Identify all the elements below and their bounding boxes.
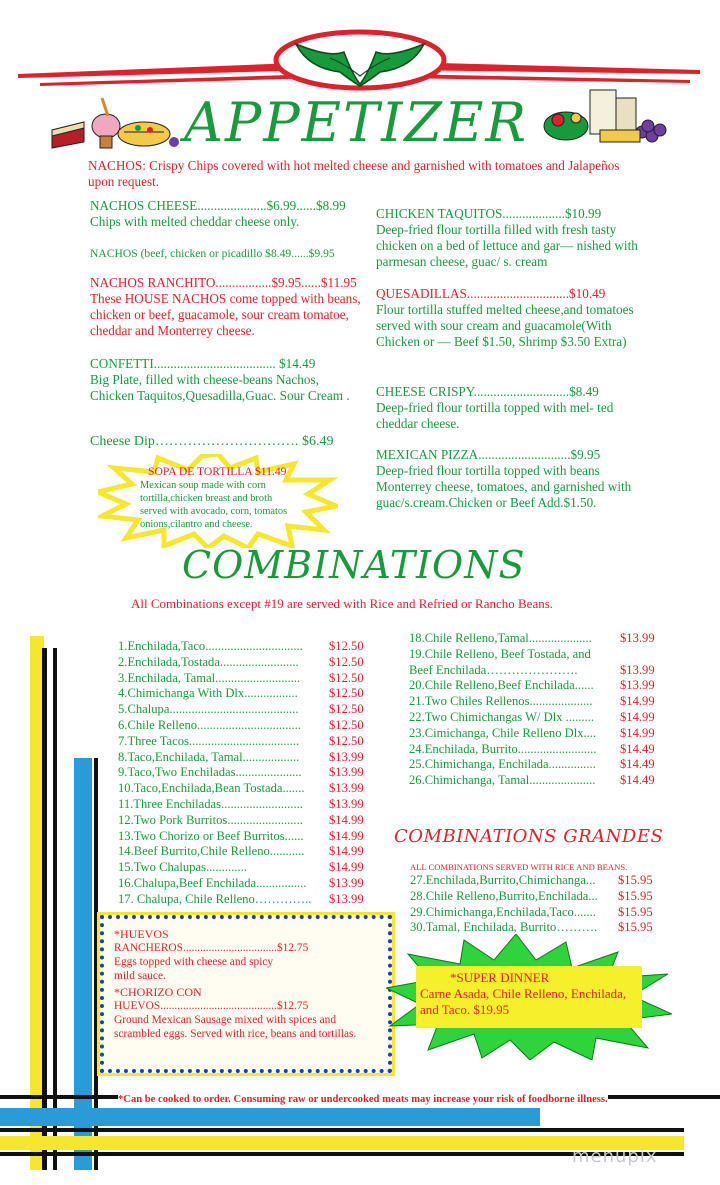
grandes-item: 27.Enchilada,Burrito,Chimichanga... $15.95	[410, 873, 653, 887]
nachos-meat-title: NACHOS (beef, chicken or picadillo $8.49......$9.95	[90, 247, 335, 260]
combo-item: 21.Two Chiles Rellenos.................... $14.99	[409, 694, 655, 709]
combo-item: 25.Chimichanga, Enchilada............... $14.49	[409, 757, 655, 772]
nachos-ranchito-title: NACHOS RANCHITO.................$9.95......$11.95	[90, 275, 357, 290]
nachos-cheese-title: NACHOS CHEESE.....................$6.99......$8.99	[90, 198, 346, 213]
huevos-rancheros-title: *HUEVOS	[114, 927, 169, 941]
combo-item: 16.Chalupa,Beef Enchilada................ $13.99	[118, 875, 364, 890]
combo-item: 4.Chimichanga With Dlx................. $12.50	[118, 686, 364, 701]
cheese-crispy-title: CHEESE CRISPY.............................$8.49	[376, 384, 599, 399]
combo-item: 2.Enchilada,Tostada......................... $12.50	[118, 654, 364, 669]
combo-list-left	[118, 639, 368, 908]
combo-item: 12.Two Pork Burritos........................ $14.99	[118, 812, 364, 827]
combo-item: 23.Cimichanga, Chile Relleno Dlx.... $14.99	[409, 725, 655, 740]
grandes-note: ALL COMBINATIONS SERVED WITH RICE AND BEANS.	[410, 862, 628, 872]
combinations-title: COMBINATIONS	[182, 543, 526, 587]
combo-item: 14.Beef Burrito,Chile Relleno........... $14.99	[118, 844, 364, 859]
huevos-rancheros-desc: Eggs topped with cheese and spicy mild sauce.	[114, 956, 274, 982]
taquitos-title: CHICKEN TAQUITOS...................$10.99	[376, 206, 602, 221]
combo-item: 24.Enchilada, Burrito......................... $14.49	[409, 741, 655, 756]
grandes-item: 30.Tamal, Enchilada, Burrito………. $15.95	[410, 920, 653, 935]
grandes-list	[410, 873, 660, 936]
combo-item: 22.Two Chimichangas W/ Dlx ......... $14.99	[409, 709, 655, 724]
chorizo-desc: Ground Mexican Sausage mixed with spices and scrambled eggs. Served with rice, beans and tortillas.	[114, 1014, 357, 1040]
chorizo-price: HUEVOS.........................................$12.75	[114, 1000, 309, 1012]
combo-item: 9.Taco,Two Enchiladas..................... $13.99	[118, 765, 364, 780]
confetti-title: CONFETTI..................................... $14.49	[90, 356, 316, 371]
grandes-item: 28.Chile Relleno,Burrito,Enchilada... $15.95	[410, 888, 653, 903]
food-illustration-right	[530, 86, 670, 152]
grandes-item: 29.Chimichanga,Enchilada,Taco....... $15.95	[410, 904, 653, 919]
huevos-box	[100, 915, 392, 1073]
taquitos-desc: Deep-fried flour tortilla filled with fresh tasty chicken on a bed of lettuce and gar— nished with parmesan cheese, guac/ s. cream	[376, 222, 638, 269]
combo-item: 17. Chalupa, Chile Relleno………….. $13.99	[118, 891, 364, 906]
chorizo-title: *CHORIZO CON	[114, 985, 202, 999]
footer-warning: *Can be cooked to order. Consuming raw or undercooked meats may increase your risk of foodborne illness.	[118, 1094, 608, 1105]
combo-item: 8.Taco,Enchilada, Tamal.................. $13.99	[118, 749, 364, 764]
nachos-ranchito-desc: These HOUSE NACHOS come topped with beans, chicken or beef, guacamole, sour cream tomatoe, cheddar and Monterrey cheese.	[90, 291, 361, 338]
combo-item: 18.Chile Relleno,Tamal.................... $13.99	[409, 631, 655, 645]
huevos-rancheros-price: RANCHEROS.................................$12.75	[114, 942, 309, 954]
combo-item: 19.Chile Relleno, Beef Tostada, and	[409, 646, 591, 661]
combo-item: 5.Chalupa......................................... $12.50	[118, 702, 364, 717]
cheese-dip-title: Cheese Dip………………………….	[90, 434, 299, 449]
combo-item: 7.Three Tacos................................... $12.50	[118, 733, 364, 748]
cheese-dip-price: $6.49	[302, 434, 334, 449]
combo-list-right	[409, 631, 659, 789]
quesadillas-desc: Flour tortilla stuffed melted cheese,and tomatoes served with sour cream and guacamole(With Chicken or — Beef $1.50, Shrimp $3.50 Extra)	[376, 302, 634, 349]
black-bar-vertical-inner	[53, 648, 57, 1170]
combo-item: 13.Two Chorizo or Beef Burritos...... $14.99	[118, 828, 364, 843]
mexican-pizza-desc: Deep-fried flour tortilla topped with beans Monterrey cheese, tomatoes, and garnished with guac/s.cream.Chicken or Beef Add.$1.50.	[376, 463, 632, 510]
nachos-cheese-desc: Chips with melted cheddar cheese only.	[90, 214, 300, 229]
menupix-watermark: menupix	[572, 1146, 658, 1167]
combo-item: 15.Two Chalupas............. $14.99	[118, 860, 364, 875]
nachos-intro: NACHOS: Crispy Chips covered with hot melted cheese and garnished with tomatoes and Jalapeños upon request.	[88, 158, 620, 189]
combinations-note: All Combinations except #19 are served with Rice and Refried or Rancho Beans.	[131, 596, 554, 611]
cheese-crispy-desc: Deep-fried flour tortilla topped with mel- ted cheddar cheese.	[376, 400, 614, 431]
blue-bar-horizontal	[0, 1108, 540, 1126]
food-illustration-left	[44, 92, 184, 154]
sopa-desc: Mexican soup made with corn tortilla,chicken breast and broth served with avocado, corn, tomatos onions,cilantro and cheese.	[140, 480, 288, 530]
black-bar-vertical-outer	[42, 648, 47, 1170]
combo-item: 3.Enchilada, Tamal........................... $12.50	[118, 670, 364, 685]
super-dinner-title: *SUPER DINNER	[450, 970, 550, 985]
combo-item: 1.Enchilada,Taco............................... $12.50	[118, 639, 364, 653]
black-bar-horizontal-mid	[0, 1128, 684, 1132]
combo-item: 10.Taco,Enchilada,Bean Tostada....... $13.99	[118, 781, 364, 796]
appetizer-title: APPETIZER	[184, 91, 529, 154]
combo-item: 11.Three Enchiladas.......................... $13.99	[118, 796, 364, 811]
combo-item: Beef Enchilada…………………. $13.99	[409, 662, 655, 677]
combo-item: 20.Chile Relleno,Beef Enchilada...... $13.99	[409, 678, 655, 693]
quesadillas-title: QUESADILLAS...............................$10.49	[376, 286, 606, 301]
super-dinner-desc: Carne Asada, Chile Relleno, Enchilada, and Taco. $19.95	[420, 986, 627, 1017]
combo-item: 6.Chile Relleno................................. $12.50	[118, 717, 364, 732]
mexican-pizza-title: MEXICAN PIZZA............................$9.95	[376, 447, 601, 462]
combo-item: 26.Chimichanga, Tamal..................... $14.49	[409, 773, 655, 788]
grandes-title: COMBINATIONS GRANDES	[394, 826, 664, 847]
confetti-desc: Big Plate, filled with cheese-beans Nachos, Chicken Taquitos,Quesadilla,Guac. Sour Cream .	[90, 372, 350, 403]
sopa-title: SOPA DE TORTILLA $11.49	[148, 465, 287, 478]
